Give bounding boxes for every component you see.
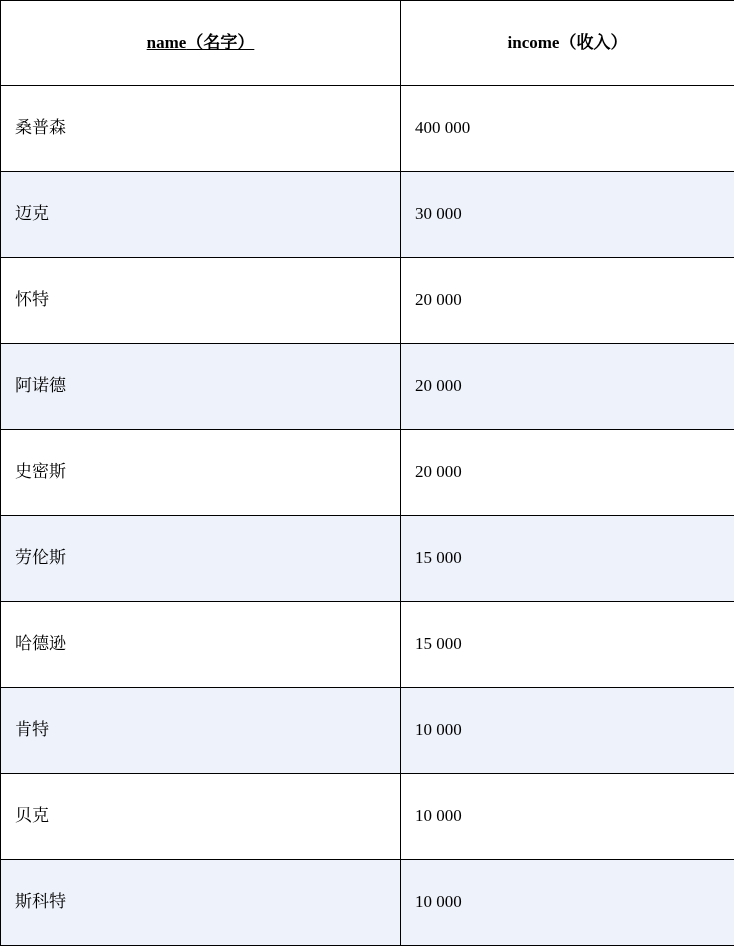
- table-row: [1, 602, 734, 688]
- cell-income: 15 000: [401, 602, 734, 688]
- table-row: [1, 774, 734, 860]
- table-row: [1, 430, 734, 516]
- table-row: [1, 688, 734, 774]
- cell-name: 桑普森: [1, 86, 401, 172]
- column-header-name-cn: （名字）: [186, 33, 254, 53]
- column-header-income-cn: （收入）: [559, 33, 627, 53]
- cell-name: 史密斯: [1, 430, 401, 516]
- cell-name: 劳伦斯: [1, 516, 401, 602]
- table-row: [1, 344, 734, 430]
- cell-name: 贝克: [1, 774, 401, 860]
- table-row: [1, 86, 734, 172]
- cell-name: 哈德逊: [1, 602, 401, 688]
- cell-income: 10 000: [401, 860, 734, 946]
- column-header-name-en: name: [147, 33, 187, 52]
- column-header-income-en: income: [508, 33, 560, 52]
- cell-name: 阿诺德: [1, 344, 401, 430]
- table-header-row: [1, 1, 734, 86]
- table-body: [1, 86, 734, 946]
- cell-income: 10 000: [401, 688, 734, 774]
- table-row: [1, 258, 734, 344]
- cell-income: 20 000: [401, 430, 734, 516]
- cell-income: 15 000: [401, 516, 734, 602]
- cell-income: 20 000: [401, 344, 734, 430]
- cell-income: 10 000: [401, 774, 734, 860]
- column-header-name: [1, 1, 401, 86]
- column-header-income: [401, 1, 734, 86]
- cell-income: 400 000: [401, 86, 734, 172]
- table-row: [1, 516, 734, 602]
- cell-name: 迈克: [1, 172, 401, 258]
- table-header: [1, 1, 734, 86]
- table-row: [1, 172, 734, 258]
- cell-income: 20 000: [401, 258, 734, 344]
- cell-name: 斯科特: [1, 860, 401, 946]
- cell-name: 肯特: [1, 688, 401, 774]
- cell-name: 怀特: [1, 258, 401, 344]
- cell-income: 30 000: [401, 172, 734, 258]
